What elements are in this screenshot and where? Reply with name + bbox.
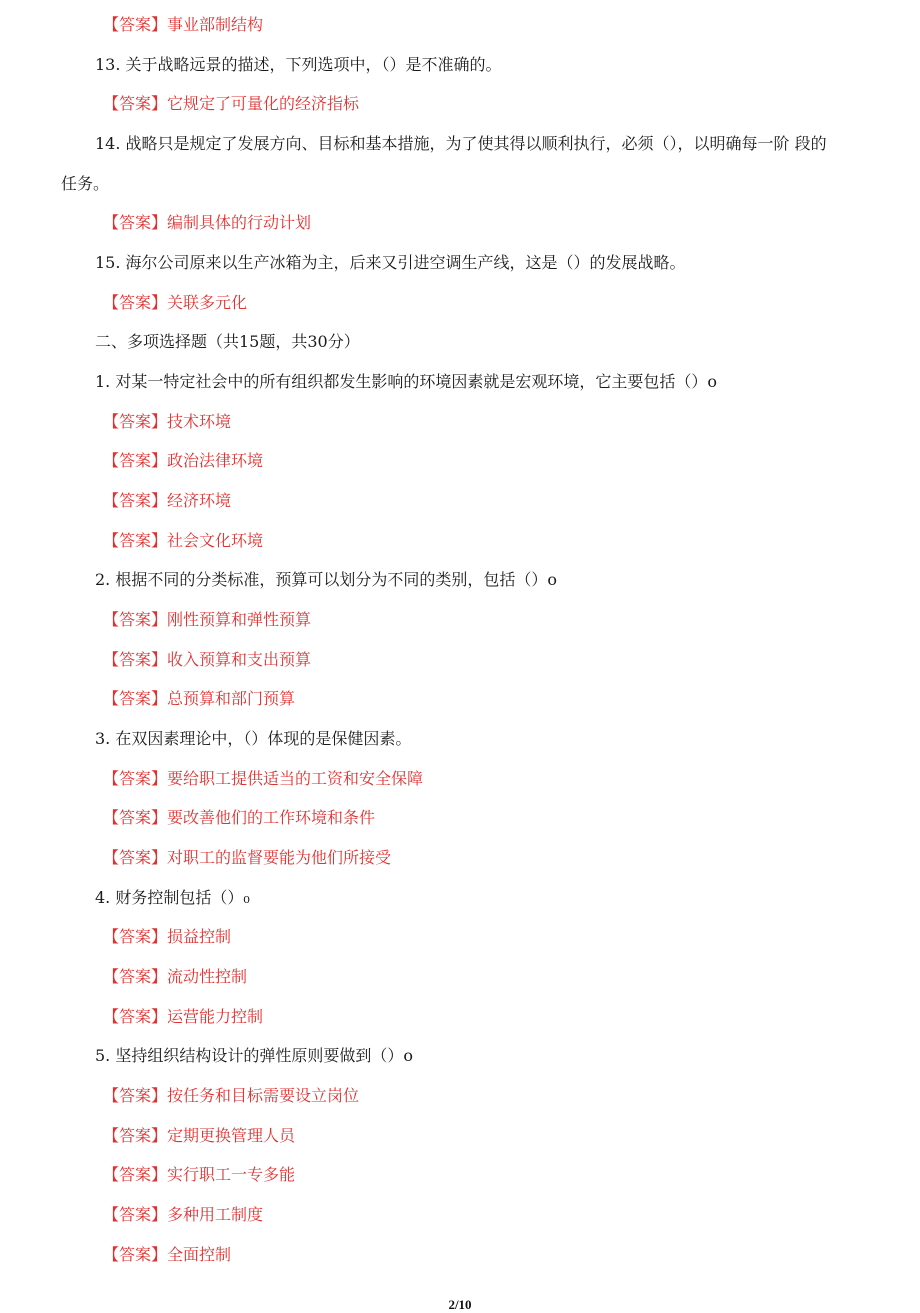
answer-line: 【答案】全面控制: [103, 1245, 232, 1264]
answer-line: 【答案】多种用工制度: [103, 1205, 264, 1224]
answer-line: 【答案】它规定了可量化的经济指标: [103, 94, 360, 113]
question-14: 14. 战略只是规定了发展方向、目标和基本措施，为了使其得以顺利执行，必须（），以明确每一阶 段的: [95, 134, 827, 153]
answer-line: 【答案】关联多元化: [103, 293, 248, 312]
answer-line: 【答案】刚性预算和弹性预算: [103, 610, 312, 629]
question-1: 1. 对某一特定社会中的所有组织都发生影响的环境因素就是宏观环境，它主要包括（）o: [95, 372, 717, 391]
answer-line: 【答案】政治法律环境: [103, 451, 264, 470]
answer-line: 【答案】编制具体的行动计划: [103, 213, 312, 232]
question-14-continuation: 任务。: [61, 174, 110, 193]
question-15: 15. 海尔公司原来以生产冰箱为主，后来又引进空调生产线，这是（）的发展战略。: [95, 253, 686, 272]
answer-line: 【答案】总预算和部门预算: [103, 689, 296, 708]
question-4: 4. 财务控制包括（）₀: [95, 888, 250, 907]
answer-line: 【答案】对职工的监督要能为他们所接受: [103, 848, 392, 867]
answer-line: 【答案】实行职工一专多能: [103, 1165, 296, 1184]
answer-line: 【答案】经济环境: [103, 491, 232, 510]
answer-line: 【答案】损益控制: [103, 927, 232, 946]
answer-line: 【答案】事业部制结构: [103, 15, 264, 34]
answer-line: 【答案】流动性控制: [103, 967, 248, 986]
section-heading: 二、多项选择题（共15题，共30分）: [95, 332, 360, 351]
answer-line: 【答案】要给职工提供适当的工资和安全保障: [103, 769, 424, 788]
question-2: 2. 根据不同的分类标准，预算可以划分为不同的类别，包括（）o: [95, 570, 557, 589]
answer-line: 【答案】定期更换管理人员: [103, 1126, 296, 1145]
answer-line: 【答案】技术环境: [103, 412, 232, 431]
question-13: 13. 关于战略远景的描述，下列选项中，（）是不准确的。: [95, 55, 502, 74]
answer-line: 【答案】收入预算和支出预算: [103, 650, 312, 669]
question-3: 3. 在双因素理论中，（）体现的是保健因素。: [95, 729, 412, 748]
question-5: 5. 坚持组织结构设计的弹性原则要做到（）o: [95, 1046, 413, 1065]
answer-line: 【答案】要改善他们的工作环境和条件: [103, 808, 376, 827]
answer-line: 【答案】按任务和目标需要设立岗位: [103, 1086, 360, 1105]
answer-line: 【答案】运营能力控制: [103, 1007, 264, 1026]
answer-line: 【答案】社会文化环境: [103, 531, 264, 550]
page-number: 2/10: [448, 1297, 472, 1312]
